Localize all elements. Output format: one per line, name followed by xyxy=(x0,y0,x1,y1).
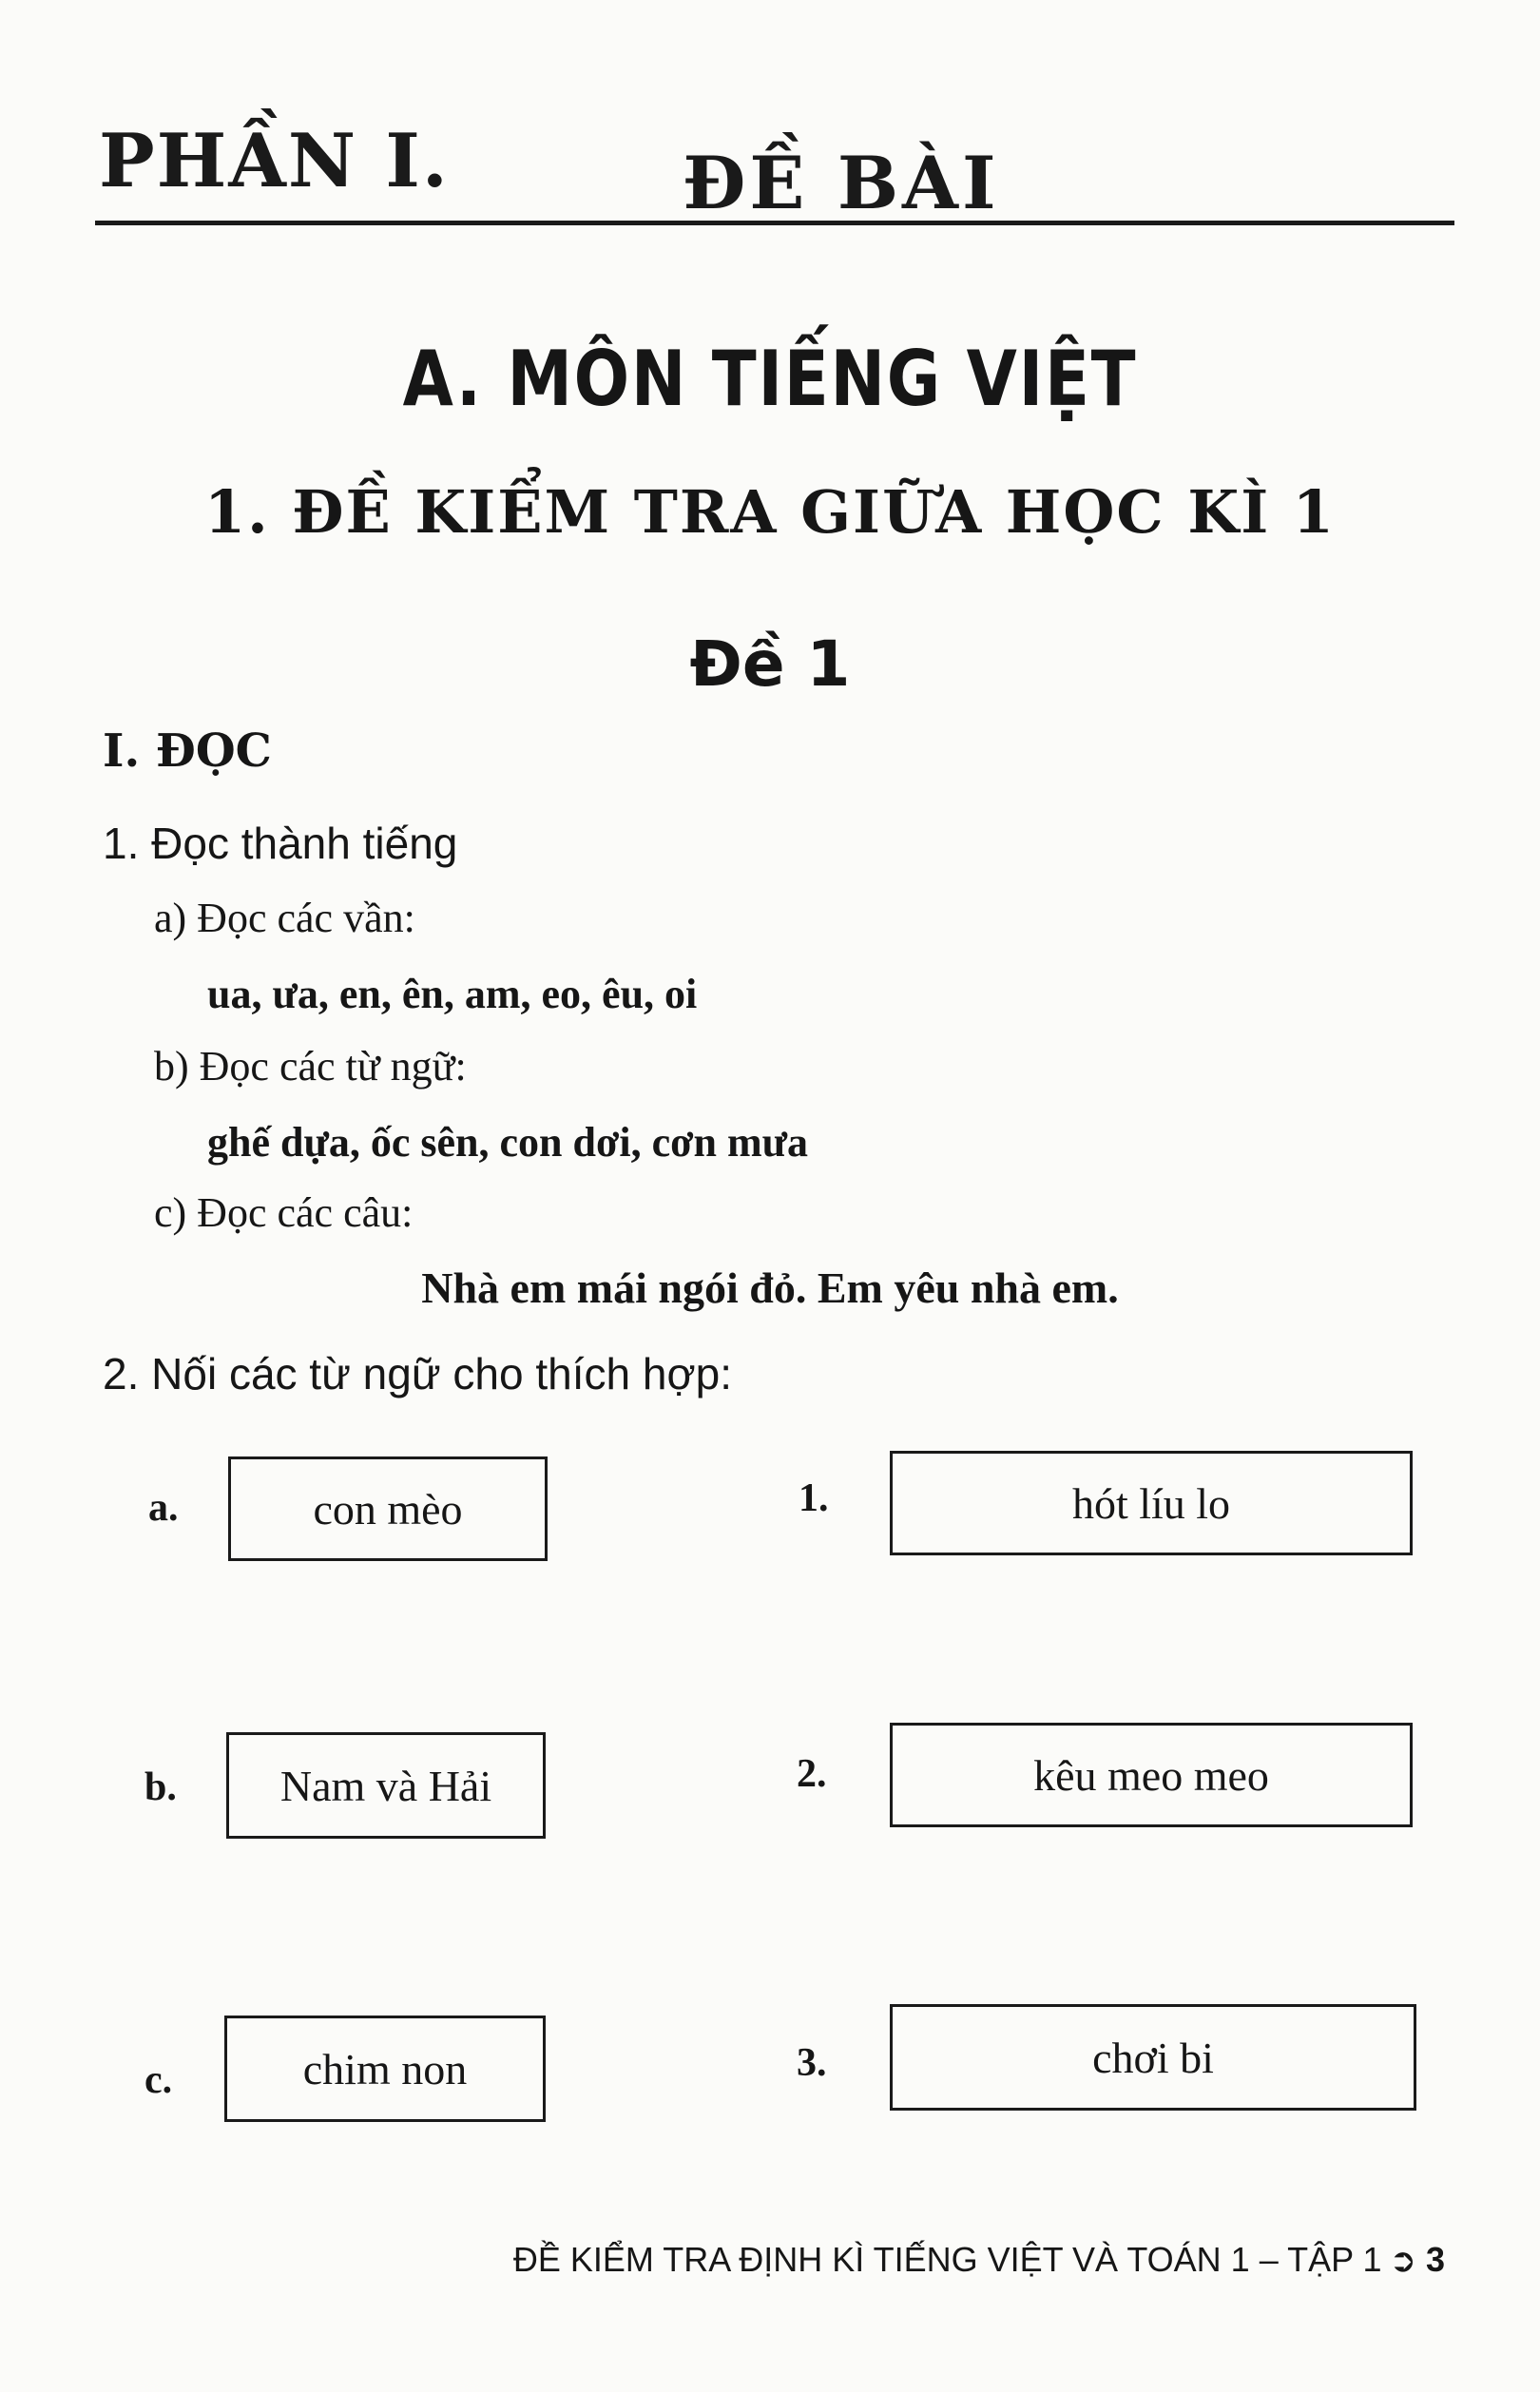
q1-c-content: Nhà em mái ngói đỏ. Em yêu nhà em. xyxy=(421,1264,1119,1312)
match-left-box-b[interactable]: Nam và Hải xyxy=(226,1732,546,1839)
match-right-box-3[interactable]: chơi bi xyxy=(890,2004,1416,2111)
match-right-box-1[interactable]: hót líu lo xyxy=(890,1451,1413,1555)
q1-c-label: c) Đọc các câu: xyxy=(154,1189,414,1236)
match-left-label-c: c. xyxy=(144,2058,173,2102)
page-footer xyxy=(0,2240,1445,2280)
match-left-label-b: b. xyxy=(144,1765,177,1809)
header-divider xyxy=(95,221,1454,225)
part-title: ĐỀ BÀI xyxy=(683,141,1000,225)
match-right-label-1: 1. xyxy=(799,1476,829,1520)
match-right-label-2: 2. xyxy=(797,1752,827,1796)
q1-b-content: ghế dựa, ốc sên, con dơi, cơn mưa xyxy=(207,1119,809,1166)
q1-title: 1. Đọc thành tiếng xyxy=(103,819,458,868)
match-left-box-c[interactable]: chim non xyxy=(224,2016,546,2122)
match-right-label-3: 3. xyxy=(797,2041,827,2085)
match-right-box-2[interactable]: kêu meo meo xyxy=(890,1723,1413,1827)
section-reading: I. ĐỌC xyxy=(103,724,272,778)
footer-page-number: 3 xyxy=(1425,2240,1445,2279)
exam-number: Đề 1 xyxy=(689,627,851,701)
q1-a-content: ua, ưa, en, ên, am, eo, êu, oi xyxy=(207,971,698,1017)
match-left-label-a: a. xyxy=(148,1486,179,1530)
q1-a-label: a) Đọc các vần: xyxy=(154,895,415,941)
part-label: PHẦN I. xyxy=(99,118,450,204)
subject-heading: A. MÔN TIẾNG VIỆT xyxy=(402,335,1138,423)
footer-book-title: ĐỀ KIỂM TRA ĐỊNH KÌ TIẾNG VIỆT VÀ TOÁN 1 – TẬP 1 xyxy=(512,2240,1382,2279)
q2-title: 2. Nối các từ ngữ cho thích hợp: xyxy=(103,1349,732,1399)
footer-arrow-icon: ➲ xyxy=(1389,2243,1416,2279)
exam-title: 1. ĐỀ KIỂM TRA GIỮA HỌC KÌ 1 xyxy=(204,477,1336,547)
match-left-box-a[interactable]: con mèo xyxy=(228,1456,548,1561)
q1-b-label: b) Đọc các từ ngữ: xyxy=(154,1043,467,1090)
